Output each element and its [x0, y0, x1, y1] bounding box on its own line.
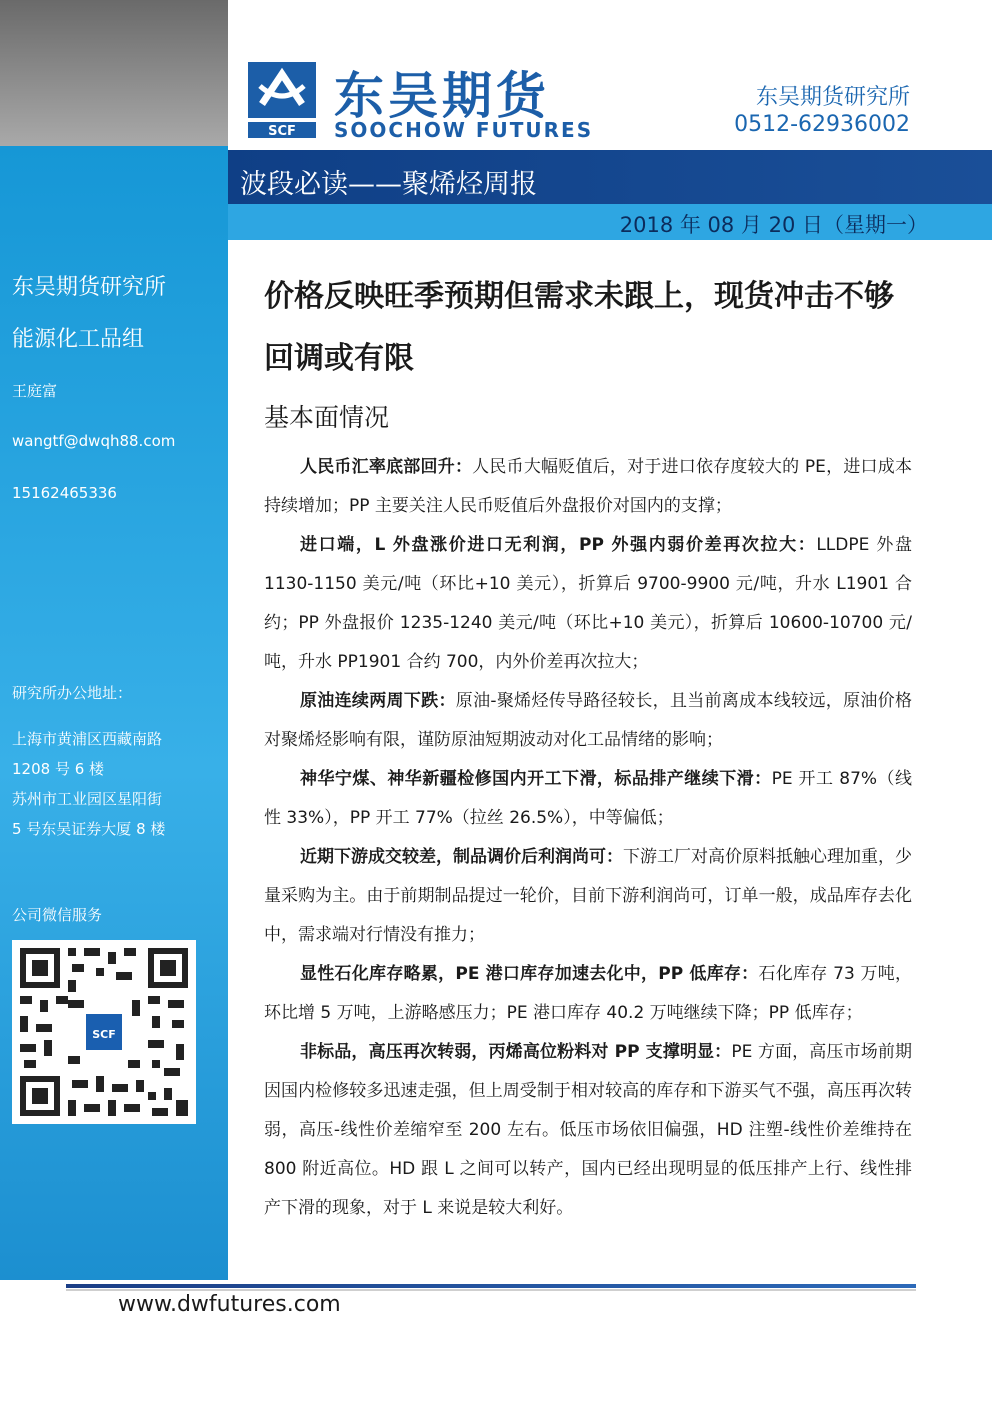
paragraph-body: LLDPE 外盘 1130-1150 美元/吨（环比+10 美元），折算后 9700-9900 元/吨，升水 L1901 合约；PP 外盘报价 1235-1240 美元/吨（环比+10 美元），折算后 10600-10700 元/吨，升水 PP1901 合约 700，内外价差再次拉大；: [264, 535, 912, 672]
paragraph: [264, 1033, 912, 1228]
paragraph: [264, 955, 912, 1033]
header-phone: 0512-62936002: [734, 112, 910, 137]
address-line: 5 号东吴证券大厦 8 楼: [12, 820, 166, 838]
analyst-phone: 15162465336: [12, 484, 117, 502]
paragraph-lead: 近期下游成交较差，制品调价后利润尚可：: [300, 847, 623, 867]
paragraph-body: 人民币大幅贬值后，对于进口依存度较大的 PE，进口成本持续增加；PP 主要关注人民币贬值后外盘报价对国内的支撑；: [264, 457, 912, 516]
section-title: 基本面情况: [264, 403, 390, 432]
header-org: 东吴期货研究所: [755, 85, 910, 110]
soochow-logo-icon: [246, 60, 318, 140]
headline: 价格反映旺季预期但需求未跟上，现货冲击不够回调或有限: [264, 279, 894, 376]
footer-website-link[interactable]: www.dwfutures.com: [118, 1292, 341, 1317]
svg-text:SCF: SCF: [268, 124, 296, 139]
paragraph: [264, 682, 912, 760]
paragraph-lead: 显性石化库存略累，PE 港口库存加速去化中，PP 低库存：: [300, 964, 759, 984]
date-bar: [228, 204, 992, 240]
address-title: 研究所办公地址：: [12, 684, 133, 702]
address-line: 上海市黄浦区西藏南路: [12, 730, 163, 748]
footer-divider-shadow: [66, 1289, 916, 1291]
paragraph: [264, 838, 912, 955]
sidebar: [0, 146, 228, 1280]
brand-name-en: SOOCHOW FUTURES: [334, 118, 594, 142]
footer-divider: [66, 1284, 916, 1288]
sidebar-group: 能源化工品组: [12, 327, 145, 352]
report-title: 波段必读——聚烯烃周报: [240, 169, 537, 200]
paragraph: [264, 526, 912, 682]
paragraph-body: 石化库存 73 万吨，环比增 5 万吨，上游略感压力；PE 港口库存 40.2 万吨继续下降；PP 低库存；: [264, 964, 912, 1023]
paragraph-body: 原油-聚烯烃传导路径较长，且当前离成本线较远，原油价格对聚烯烃影响有限，谨防原油短期波动对化工品情绪的影响；: [264, 691, 912, 750]
header-gray-block: [0, 0, 228, 146]
analyst-email[interactable]: wangtf@dwqh88.com: [12, 432, 176, 450]
paragraph: [264, 760, 912, 838]
report-title-bar: [228, 150, 992, 204]
brand-name-cn: 东吴期货: [334, 67, 550, 125]
paragraph-lead: 神华宁煤、神华新疆检修国内开工下滑，标品排产继续下滑：: [300, 769, 772, 789]
paragraph-body: PE 方面，高压市场前期因国内检修较多迅速走强，但上周受制于相对较高的库存和下游买气不强，高压再次转弱，高压-线性价差缩窄至 200 左右。低压市场依旧偏强，HD 注塑-线性价差维持在 800 附近高位。HD 跟 L 之间可以转产，国内已经出现明显的低压排产上行、线性排产下滑的现象，对于 L 来说是较大利好。: [264, 1042, 912, 1218]
report-date: 2018 年 08 月 20 日（星期一）: [619, 213, 928, 237]
address-line: 1208 号 6 楼: [12, 760, 105, 778]
paragraph-lead: 原油连续两周下跌：: [300, 691, 456, 711]
sidebar-org: 东吴期货研究所: [12, 275, 167, 300]
paragraph-body: 下游工厂对高价原料抵触心理加重，少量采购为主。由于前期制品提过一轮价，目前下游利润尚可，订单一般，成品库存去化中，需求端对行情没有推力；: [264, 847, 912, 945]
analyst-name: 王庭富: [12, 382, 58, 400]
wechat-label: 公司微信服务: [12, 906, 103, 924]
paragraph: [264, 448, 912, 526]
wechat-qr-code: [12, 940, 196, 1124]
main-content: [264, 266, 912, 1228]
svg-text:SCF: SCF: [92, 1028, 116, 1041]
address-line: 苏州市工业园区星阳街: [12, 790, 163, 808]
paragraph-lead: 非标品，高压再次转弱，丙烯高位粉料对 PP 支撑明显：: [300, 1042, 732, 1062]
paragraph-lead: 人民币汇率底部回升：: [300, 457, 473, 477]
paragraph-lead: 进口端，L 外盘涨价进口无利润，PP 外强内弱价差再次拉大：: [300, 535, 817, 555]
paragraph-body: PE 开工 87%（线性 33%），PP 开工 77%（拉丝 26.5%），中等偏低；: [264, 769, 912, 828]
address-block: [12, 724, 165, 844]
